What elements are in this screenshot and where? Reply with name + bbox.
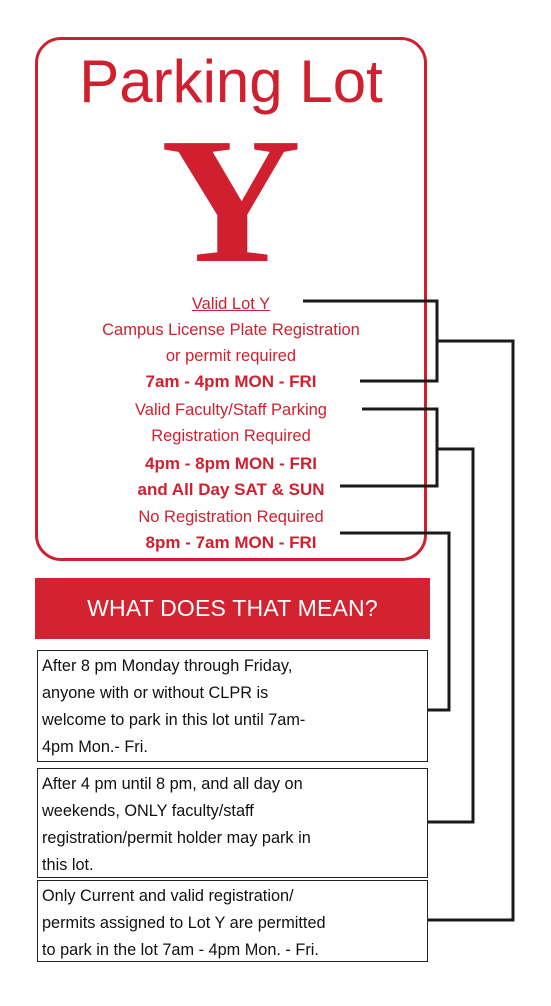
explanation-line: to park in the lot 7am - 4pm Mon. - Fri. (42, 941, 319, 959)
rule-line-hours-2: 4pm - 8pm MON - FRI (145, 454, 317, 473)
lot-letter: Y (160, 101, 302, 300)
explanation-line: 4pm Mon.- Fri. (42, 738, 148, 756)
explanation-line: After 8 pm Monday through Friday, (42, 657, 293, 675)
rule-line-clpr: Campus License Plate Registration (102, 321, 360, 339)
bracket-lot-y (303, 301, 437, 381)
connector-lot-y (428, 341, 513, 920)
sign-title: Parking Lot (79, 48, 383, 115)
explanation-line: registration/permit holder may park in (42, 829, 311, 847)
rule-line-valid-lot: Valid Lot Y (191, 295, 271, 313)
explanation-line: After 4 pm until 8 pm, and all day on (42, 775, 303, 793)
rule-line-hours-3: 8pm - 7am MON - FRI (145, 533, 317, 552)
rule-line-hours-1: 7am - 4pm MON - FRI (145, 372, 317, 391)
rule-line-no-registration: No Registration Required (138, 508, 324, 526)
rule-line-permit: or permit required (165, 347, 297, 365)
explanation-line: weekends, ONLY faculty/staff (42, 802, 254, 820)
bracket-faculty (340, 409, 437, 486)
meaning-banner: WHAT DOES THAT MEAN? (35, 578, 430, 639)
explanation-line: Only Current and valid registration/ (42, 887, 294, 905)
explanation-line: welcome to park in this lot until 7am- (42, 711, 306, 729)
rule-line-registration: Registration Required (151, 427, 311, 445)
connector-open (340, 533, 449, 710)
rule-line-faculty: Valid Faculty/Staff Parking (135, 401, 327, 419)
explanation-line: anyone with or without CLPR is (42, 684, 269, 702)
rule-line-weekend: and All Day SAT & SUN (137, 480, 325, 499)
explanation-line: this lot. (42, 856, 94, 874)
explanation-line: permits assigned to Lot Y are permitted (42, 914, 326, 932)
